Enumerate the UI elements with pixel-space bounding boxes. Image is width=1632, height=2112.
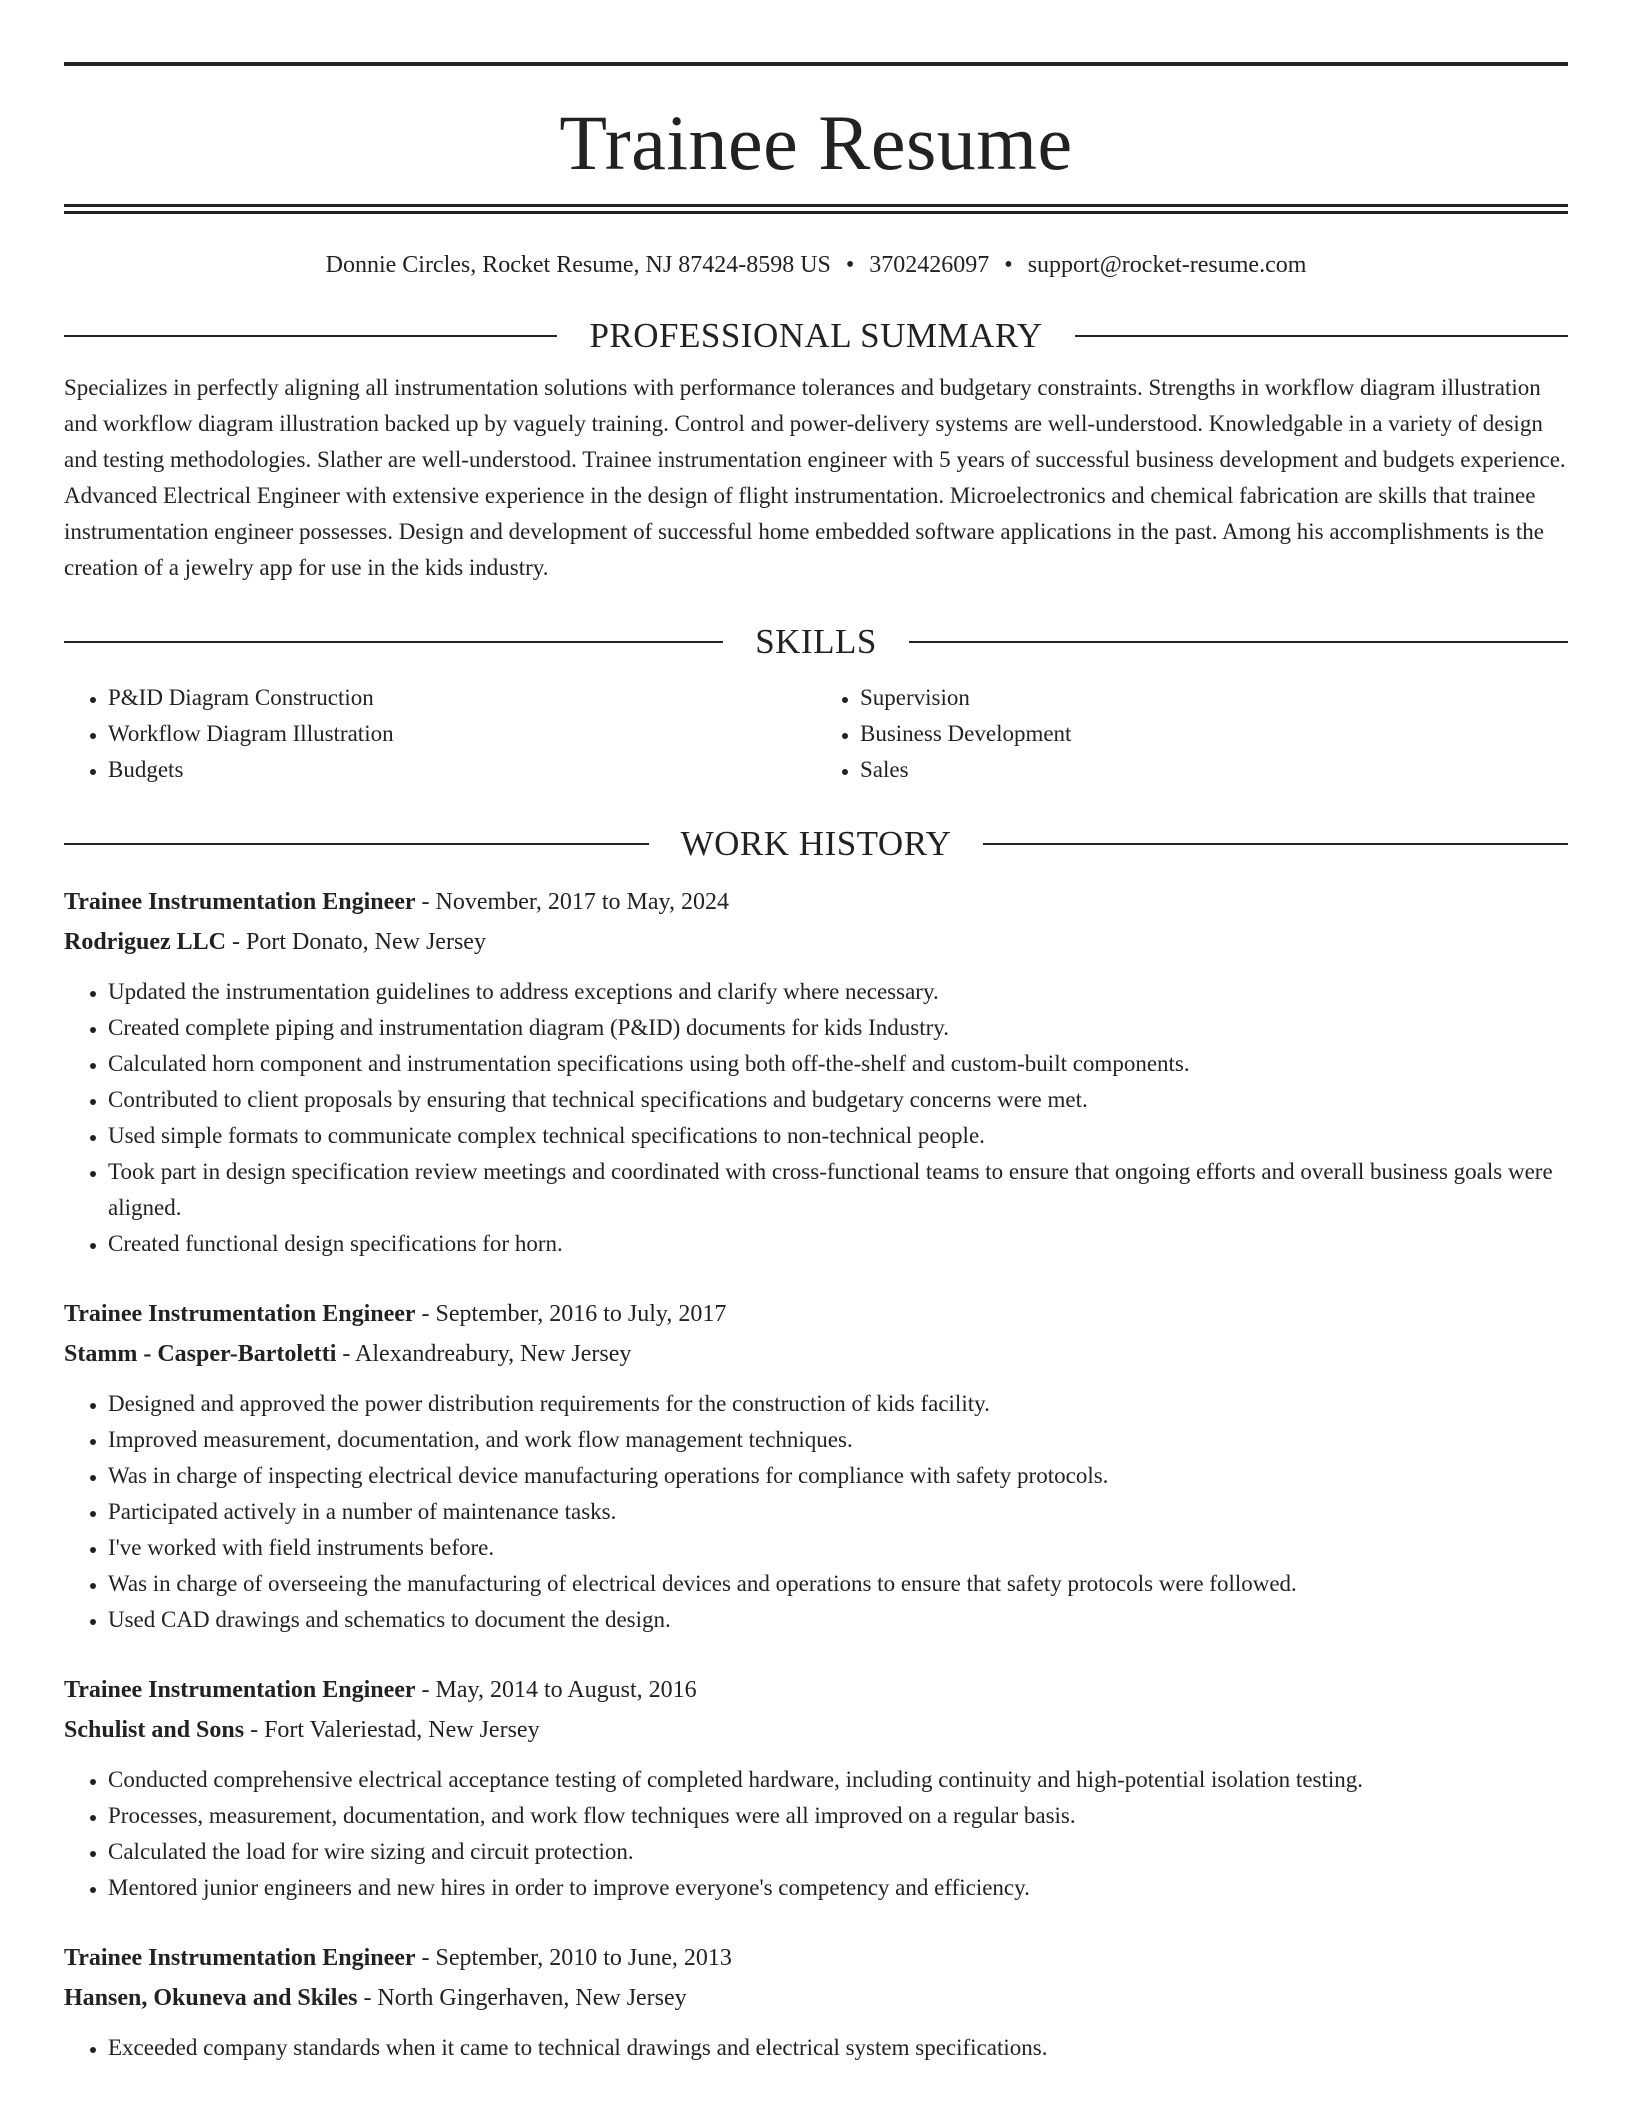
contact-separator: • — [845, 252, 855, 278]
title-double-rule — [64, 204, 1568, 214]
job-dates: - September, 2016 to July, 2017 — [415, 1301, 727, 1327]
job-bullet: • Exceeded company standards when it came to technical drawings and electrical system specifications. — [108, 2030, 1568, 2066]
top-rule — [64, 62, 1568, 66]
resume-title: Trainee Resume — [559, 99, 1073, 186]
contact-line — [64, 250, 1568, 280]
section-title: SKILLS — [755, 622, 877, 661]
job-title: Trainee Instrumentation Engineer — [64, 1945, 416, 1971]
job-bullet: • Participated actively in a number of maintenance tasks. — [108, 1494, 1568, 1530]
job-entry — [64, 882, 1568, 1262]
job-bullet: • I've worked with field instruments before. — [108, 1530, 1568, 1566]
job-title: Trainee Instrumentation Engineer — [64, 1677, 416, 1703]
contact-email: support@rocket-resume.com — [1027, 252, 1307, 278]
job-bullet: • Used simple formats to communicate complex technical specifications to non-technical people. — [108, 1118, 1568, 1154]
section-rule-left — [64, 641, 723, 643]
job-bullet: • Updated the instrumentation guidelines to address exceptions and clarify where necessary. — [108, 974, 1568, 1010]
skill-item: • Supervision — [860, 680, 1568, 716]
skill-item: • Sales — [860, 752, 1568, 788]
job-bullet: • Was in charge of inspecting electrical device manufacturing operations for compliance with safety protocols. — [108, 1458, 1568, 1494]
skill-item: • Business Development — [860, 716, 1568, 752]
job-dates: - May, 2014 to August, 2016 — [415, 1677, 697, 1703]
job-company: Schulist and Sons — [64, 1717, 245, 1743]
job-bullet: • Took part in design specification review meetings and coordinated with cross-functional teams to ensure that ongoing efforts and overall business goals were aligned. — [108, 1154, 1568, 1226]
job-bullet: • Improved measurement, documentation, and work flow management techniques. — [108, 1422, 1568, 1458]
summary-section-header — [64, 316, 1568, 356]
work-section-header — [64, 824, 1568, 864]
job-company-line — [64, 1978, 1568, 2018]
skill-item: • Workflow Diagram Illustration — [108, 716, 816, 752]
job-company-line — [64, 1334, 1568, 1374]
section-rule-left — [64, 843, 649, 845]
skills-list — [64, 680, 1568, 788]
section-title: PROFESSIONAL SUMMARY — [589, 316, 1043, 355]
section-rule-right — [909, 641, 1568, 643]
job-bullet: • Contributed to client proposals by ensuring that technical specifications and budgetary concerns were met. — [108, 1082, 1568, 1118]
job-bullets — [64, 1762, 1568, 1906]
job-company: Stamm - Casper-Bartoletti — [64, 1341, 337, 1367]
section-rule-right — [1075, 335, 1568, 337]
job-entry — [64, 1670, 1568, 1906]
job-dates: - November, 2017 to May, 2024 — [415, 889, 729, 915]
job-company: Hansen, Okuneva and Skiles — [64, 1985, 358, 2011]
skills-column-right — [816, 680, 1568, 788]
skills-section-header — [64, 622, 1568, 662]
job-bullet: • Created functional design specifications for horn. — [108, 1226, 1568, 1262]
job-entry — [64, 1938, 1568, 2066]
job-title: Trainee Instrumentation Engineer — [64, 889, 416, 915]
job-bullet: • Conducted comprehensive electrical acceptance testing of completed hardware, including continuity and high-potential isolation testing. — [108, 1762, 1568, 1798]
job-bullet: • Mentored junior engineers and new hires in order to improve everyone's competency and efficiency. — [108, 1870, 1568, 1906]
job-entry — [64, 1294, 1568, 1638]
job-bullets — [64, 2030, 1568, 2066]
job-company: Rodriguez LLC — [64, 929, 226, 955]
job-bullet: • Created complete piping and instrumentation diagram (P&ID) documents for kids Industry. — [108, 1010, 1568, 1046]
job-title-line — [64, 1938, 1568, 1978]
job-title-line — [64, 1670, 1568, 1710]
contact-address: Donnie Circles, Rocket Resume, NJ 87424-8598 US — [325, 252, 831, 278]
job-location: - Fort Valeriestad, New Jersey — [244, 1717, 540, 1743]
job-company-line — [64, 1710, 1568, 1750]
section-title: WORK HISTORY — [680, 824, 952, 863]
job-bullets — [64, 974, 1568, 1262]
contact-phone: 3702426097 — [869, 252, 990, 278]
job-dates: - September, 2010 to June, 2013 — [415, 1945, 732, 1971]
job-bullet: • Designed and approved the power distribution requirements for the construction of kids facility. — [108, 1386, 1568, 1422]
job-location: - Alexandreabury, New Jersey — [336, 1341, 632, 1367]
contact-separator: • — [1004, 252, 1013, 278]
job-bullet: • Was in charge of overseeing the manufacturing of electrical devices and operations to ensure that safety protocols were followed. — [108, 1566, 1568, 1602]
skill-item: • Budgets — [108, 752, 816, 788]
job-bullet: • Processes, measurement, documentation, and work flow techniques were all improved on a regular basis. — [108, 1798, 1568, 1834]
job-bullets — [64, 1386, 1568, 1638]
resume-content — [64, 62, 1568, 2066]
summary-text: Specializes in perfectly aligning all instrumentation solutions with performance tolerances and budgetary constraints. Strengths in workflow diagram illustration and workflow diagram illustration backed up by vaguely training. Control and power-delivery systems are well-understood. Knowledgable in a variety of design and testing methodologies. Slather are well-understood. Trainee instrumentation engineer with 5 years of successful business development and budgets experience. Advanced Electrical Engineer with extensive experience in the design of flight instrumentation. Microelectronics and chemical fabrication are skills that trainee instrumentation engineer possesses. Design and development of successful home embedded software applications in the past. Among his accomplishments is the creation of a jewelry app for use in the kids industry. — [64, 375, 1566, 580]
job-company-line — [64, 922, 1568, 962]
job-bullet: • Calculated horn component and instrumentation specifications using both off-the-shelf and custom-built components. — [108, 1046, 1568, 1082]
job-location: - Port Donato, New Jersey — [226, 929, 486, 955]
skills-column-left — [64, 680, 816, 788]
job-location: - North Gingerhaven, New Jersey — [357, 1985, 687, 2011]
job-bullet: • Calculated the load for wire sizing and circuit protection. — [108, 1834, 1568, 1870]
job-title: Trainee Instrumentation Engineer — [64, 1301, 416, 1327]
job-bullet: • Used CAD drawings and schematics to document the design. — [108, 1602, 1568, 1638]
section-rule-right — [983, 843, 1568, 845]
job-title-line — [64, 882, 1568, 922]
skill-item: • P&ID Diagram Construction — [108, 680, 816, 716]
section-rule-left — [64, 335, 557, 337]
job-title-line — [64, 1294, 1568, 1334]
